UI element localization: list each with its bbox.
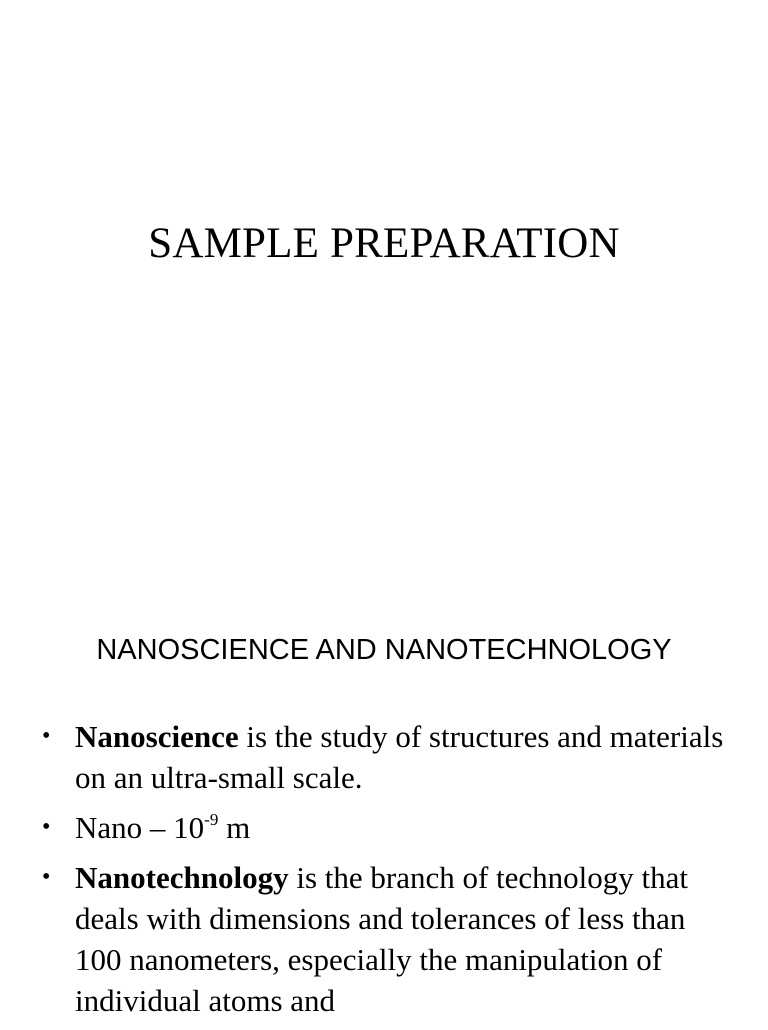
bullet-term: Nanoscience	[75, 719, 239, 754]
section-heading-area	[0, 630, 768, 670]
bullet-exponent: -9	[204, 809, 219, 829]
list-item	[42, 857, 732, 1021]
section-heading: NANOSCIENCE AND NANOTECHNOLOGY	[96, 634, 672, 666]
bullet-term: Nanotechnology	[75, 860, 289, 895]
bullet-text: Nano – 10	[75, 810, 205, 845]
bullet-text: is the branch of technology that deals with dimensions and tolerances of less than 100 nanometers, especially the manipulation of individual atoms and	[75, 860, 689, 1018]
bullet-list	[42, 716, 732, 1030]
bullet-text: is the study of structures and materials on an ultra-small scale.	[75, 719, 724, 795]
slide-title: SAMPLE PREPARATION	[148, 220, 620, 267]
bullet-icon: •	[42, 864, 51, 890]
bullet-icon: •	[42, 814, 51, 840]
bullet-unit: m	[218, 810, 251, 845]
list-item	[42, 807, 732, 848]
bullet-icon: •	[42, 723, 51, 749]
list-item	[42, 716, 732, 798]
title-area	[0, 220, 768, 268]
